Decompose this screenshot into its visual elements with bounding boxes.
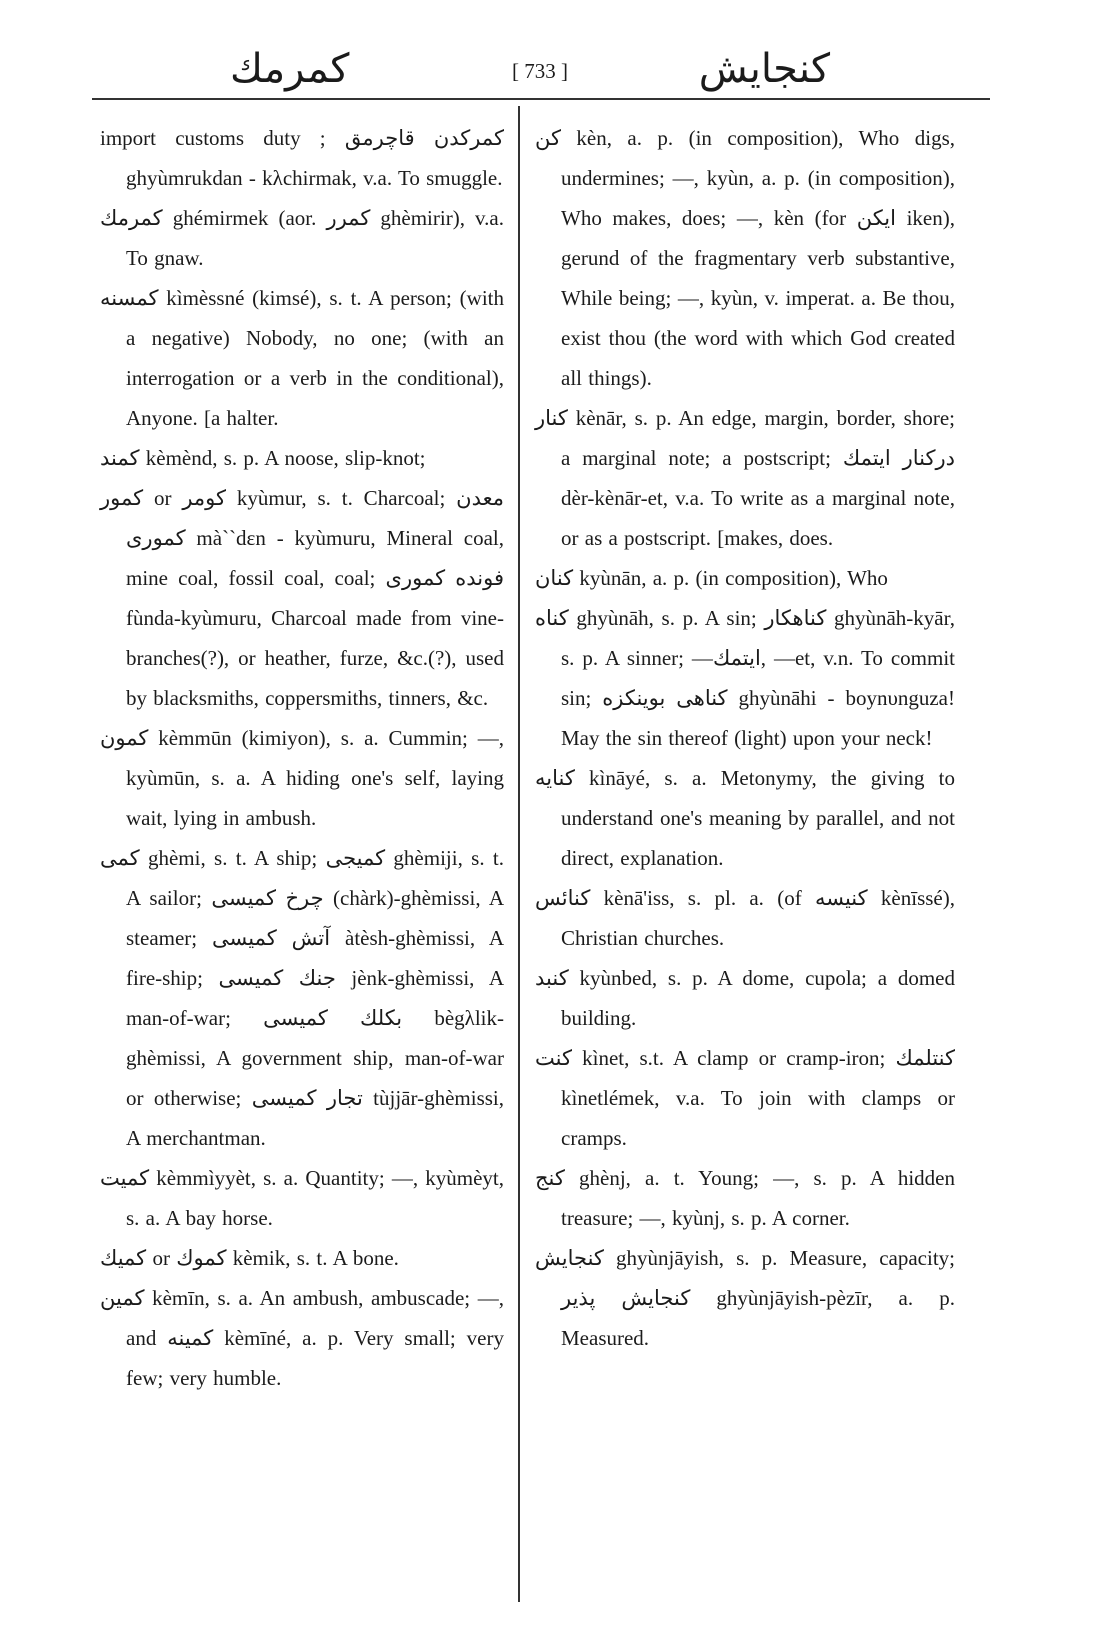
entry-text: كناه ghyùnāh, s. p. A sin; كناهكار ghyùnāh-kyār, s. p. A sinner; —ایتمك, —et, v.n. To commit sin; كناهى بوینكزه ghyùnāhi - boynυnguza! May the sin thereof (light) upon your neck! [535,606,955,750]
page-header [100,44,980,100]
column-divider [518,106,520,1602]
dictionary-entry [100,1238,504,1278]
header-catchword-left: کمرمك [230,46,350,92]
dictionary-entry [100,438,504,478]
dictionary-entry [535,1238,955,1358]
entry-text: كمى ghèmi, s. t. A ship; كمیجى ghèmiji, s. t. A sailor; چرخ كمیسى (chàrk)-ghèmissi, A steamer; آتش كمیسى àtèsh-ghèmissi, A fire-ship; جنك كمیسى jènk-ghèmissi, A man-of-war; بكلك كمیسى bègλlik-ghèmissi, A government ship, man-of-war or otherwise; تجار كمیسى tùjjār-ghèmissi, A merchantman. [100,846,505,1150]
entry-text: كنائس kènā'iss, s. pl. a. (of كنیسه kènīssé), Christian churches. [535,886,955,950]
dictionary-entry [100,278,504,438]
entry-text: كمرمك ghémirmek (aor. كمرر ghèmirir), v.a. To gnaw. [100,206,504,270]
header-catchword-right: کنجایش [698,46,830,92]
entry-text: كنان kyùnān, a. p. (in composition), Who [535,566,888,590]
entry-text: كمسنه kìmèssné (kimsé), s. t. A person; (with a negative) Nobody, no one; (with an interrogation or a verb in the conditional), Anyone. [a halter. [100,286,504,430]
entry-text: كمند kèmènd, s. p. A noose, slip-knot; [100,446,426,470]
dictionary-entry [535,958,955,1038]
dictionary-entry [100,1158,504,1238]
entry-text: كن kèn, a. p. (in composition), Who digs, undermines; —, kyùn, a. p. (in composition), Who makes, does; —, kèn (for ایكن iken), gerund of the fragmentary verb substantive, While being; —, kyùn, v. imperat. a. Be thou, exist thou (the word with which God created all things). [535,126,955,390]
entry-text: كنایه kìnāyé, s. a. Metonymy, the giving to understand one's meaning by parallel, and not direct, explanation. [535,766,955,870]
dictionary-entry [535,878,955,958]
dictionary-entry [100,838,504,1158]
page-number: [ 733 ] [512,59,568,83]
entry-text: كمیت kèmmìyyèt, s. a. Quantity; —, kyùmèyt, s. a. A bay horse. [100,1166,504,1230]
dictionary-entry [100,1278,504,1398]
entry-text: كنار kènār, s. p. An edge, margin, border, shore; a marginal note; a postscript; دركنار ایتمك dèr-kènār-et, v.a. To write as a marginal note, or as a postscript. [makes, does. [535,406,955,550]
dictionary-entry [100,118,504,198]
dictionary-entry [535,118,955,398]
entry-text: كمون kèmmūn (kimiyon), s. a. Cummin; —, kyùmūn, s. a. A hiding one's self, laying wait, lying in ambush. [100,726,504,830]
entry-text: كمیك or كموك kèmik, s. t. A bone. [100,1246,399,1270]
dictionary-entry [535,558,955,598]
dictionary-entry [100,198,504,278]
dictionary-entry [100,718,504,838]
dictionary-entry [535,598,955,758]
entry-text: كنج ghènj, a. t. Young; —, s. p. A hidden treasure; —, kyùnj, s. p. A corner. [535,1166,955,1230]
entry-text: كمور or كومر kyùmur, s. t. Charcoal; معدن كمورى mà``dεn - kyùmuru, Mineral coal, mine coal, fossil coal, coal; فونده كمورى fùnda-kyùmuru, Charcoal made from vine-branches(?), or heather, furze, &c.(?), used by blacksmiths, coppersmiths, tinners, &c. [100,486,504,710]
dictionary-entry [535,1158,955,1238]
entry-text: كنت kìnet, s.t. A clamp or cramp-iron; كنتلمك kìnetlémek, v.a. To join with clamps or cramps. [535,1046,955,1150]
right-column [535,118,955,1358]
header-rule [92,98,990,100]
entry-text: import customs duty ; كمركدن قاچرمق ghyùmrukdan - kλchirmak, v.a. To smuggle. [100,126,505,190]
entry-text: كنجایش ghyùnjāyish, s. p. Measure, capacity; كنجایش پذیر ghyùnjāyish-pèzīr, a. p. Measured. [535,1246,955,1350]
dictionary-entry [535,398,955,558]
dictionary-entry [100,478,504,718]
entry-text: كنبد kyùnbed, s. p. A dome, cupola; a domed building. [535,966,955,1030]
entry-text: كمین kèmīn, s. a. An ambush, ambuscade; —, and كمینه kèmīné, a. p. Very small; very few; very humble. [100,1286,504,1390]
left-column [100,118,504,1398]
dictionary-entry [535,1038,955,1158]
dictionary-entry [535,758,955,878]
